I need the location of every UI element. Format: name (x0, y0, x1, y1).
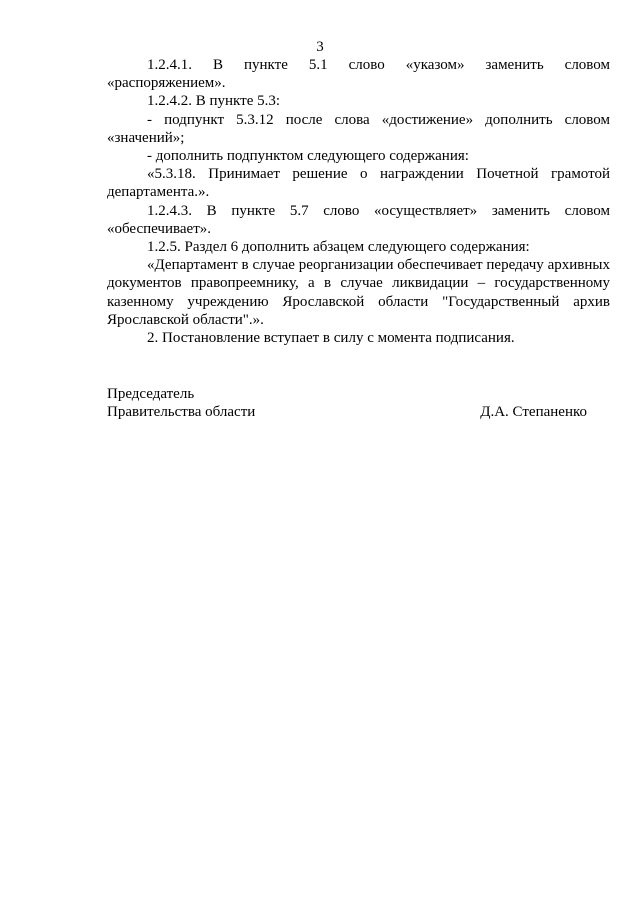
paragraph-effective-date: 2. Постановление вступает в силу с момента подписания. (147, 330, 515, 347)
paragraph-section-6-addition: «Департамент в случае реорганизации обеспечивает передачу архивных документов правопреемнику, а в случае ликвидации – государственному казенному учреждению Ярославской области "Государственный архив Ярославской области".». (107, 257, 610, 328)
signatory-position-line2: Правительства области (107, 404, 256, 421)
paragraph-1-2-4-2: 1.2.4.2. В пункте 5.3: (147, 93, 281, 110)
paragraph-1-2-4-1: 1.2.4.1. В пункте 5.1 слово «указом» заменить словом «распоряжением». (107, 57, 610, 92)
paragraph-5-3-18: «5.3.18. Принимает решение о награждении Почетной грамотой департамента.». (107, 166, 610, 201)
signature-block (107, 385, 587, 421)
page-number: 3 (316, 39, 324, 55)
signatory-name: Д.А. Степаненко (480, 404, 587, 421)
document-body (107, 56, 610, 347)
paragraph-subitem-5-3-12: - подпункт 5.3.12 после слова «достижение» дополнить словом «значений»; (107, 111, 610, 146)
paragraph-add-subitem: - дополнить подпунктом следующего содержания: (147, 148, 469, 165)
paragraph-1-2-5: 1.2.5. Раздел 6 дополнить абзацем следующего содержания: (147, 239, 530, 256)
paragraph-1-2-4-3: 1.2.4.3. В пункте 5.7 слово «осуществляет» заменить словом «обеспечивает». (107, 202, 610, 237)
signatory-position-line1: Председатель (107, 386, 195, 402)
signature-row (107, 403, 587, 421)
